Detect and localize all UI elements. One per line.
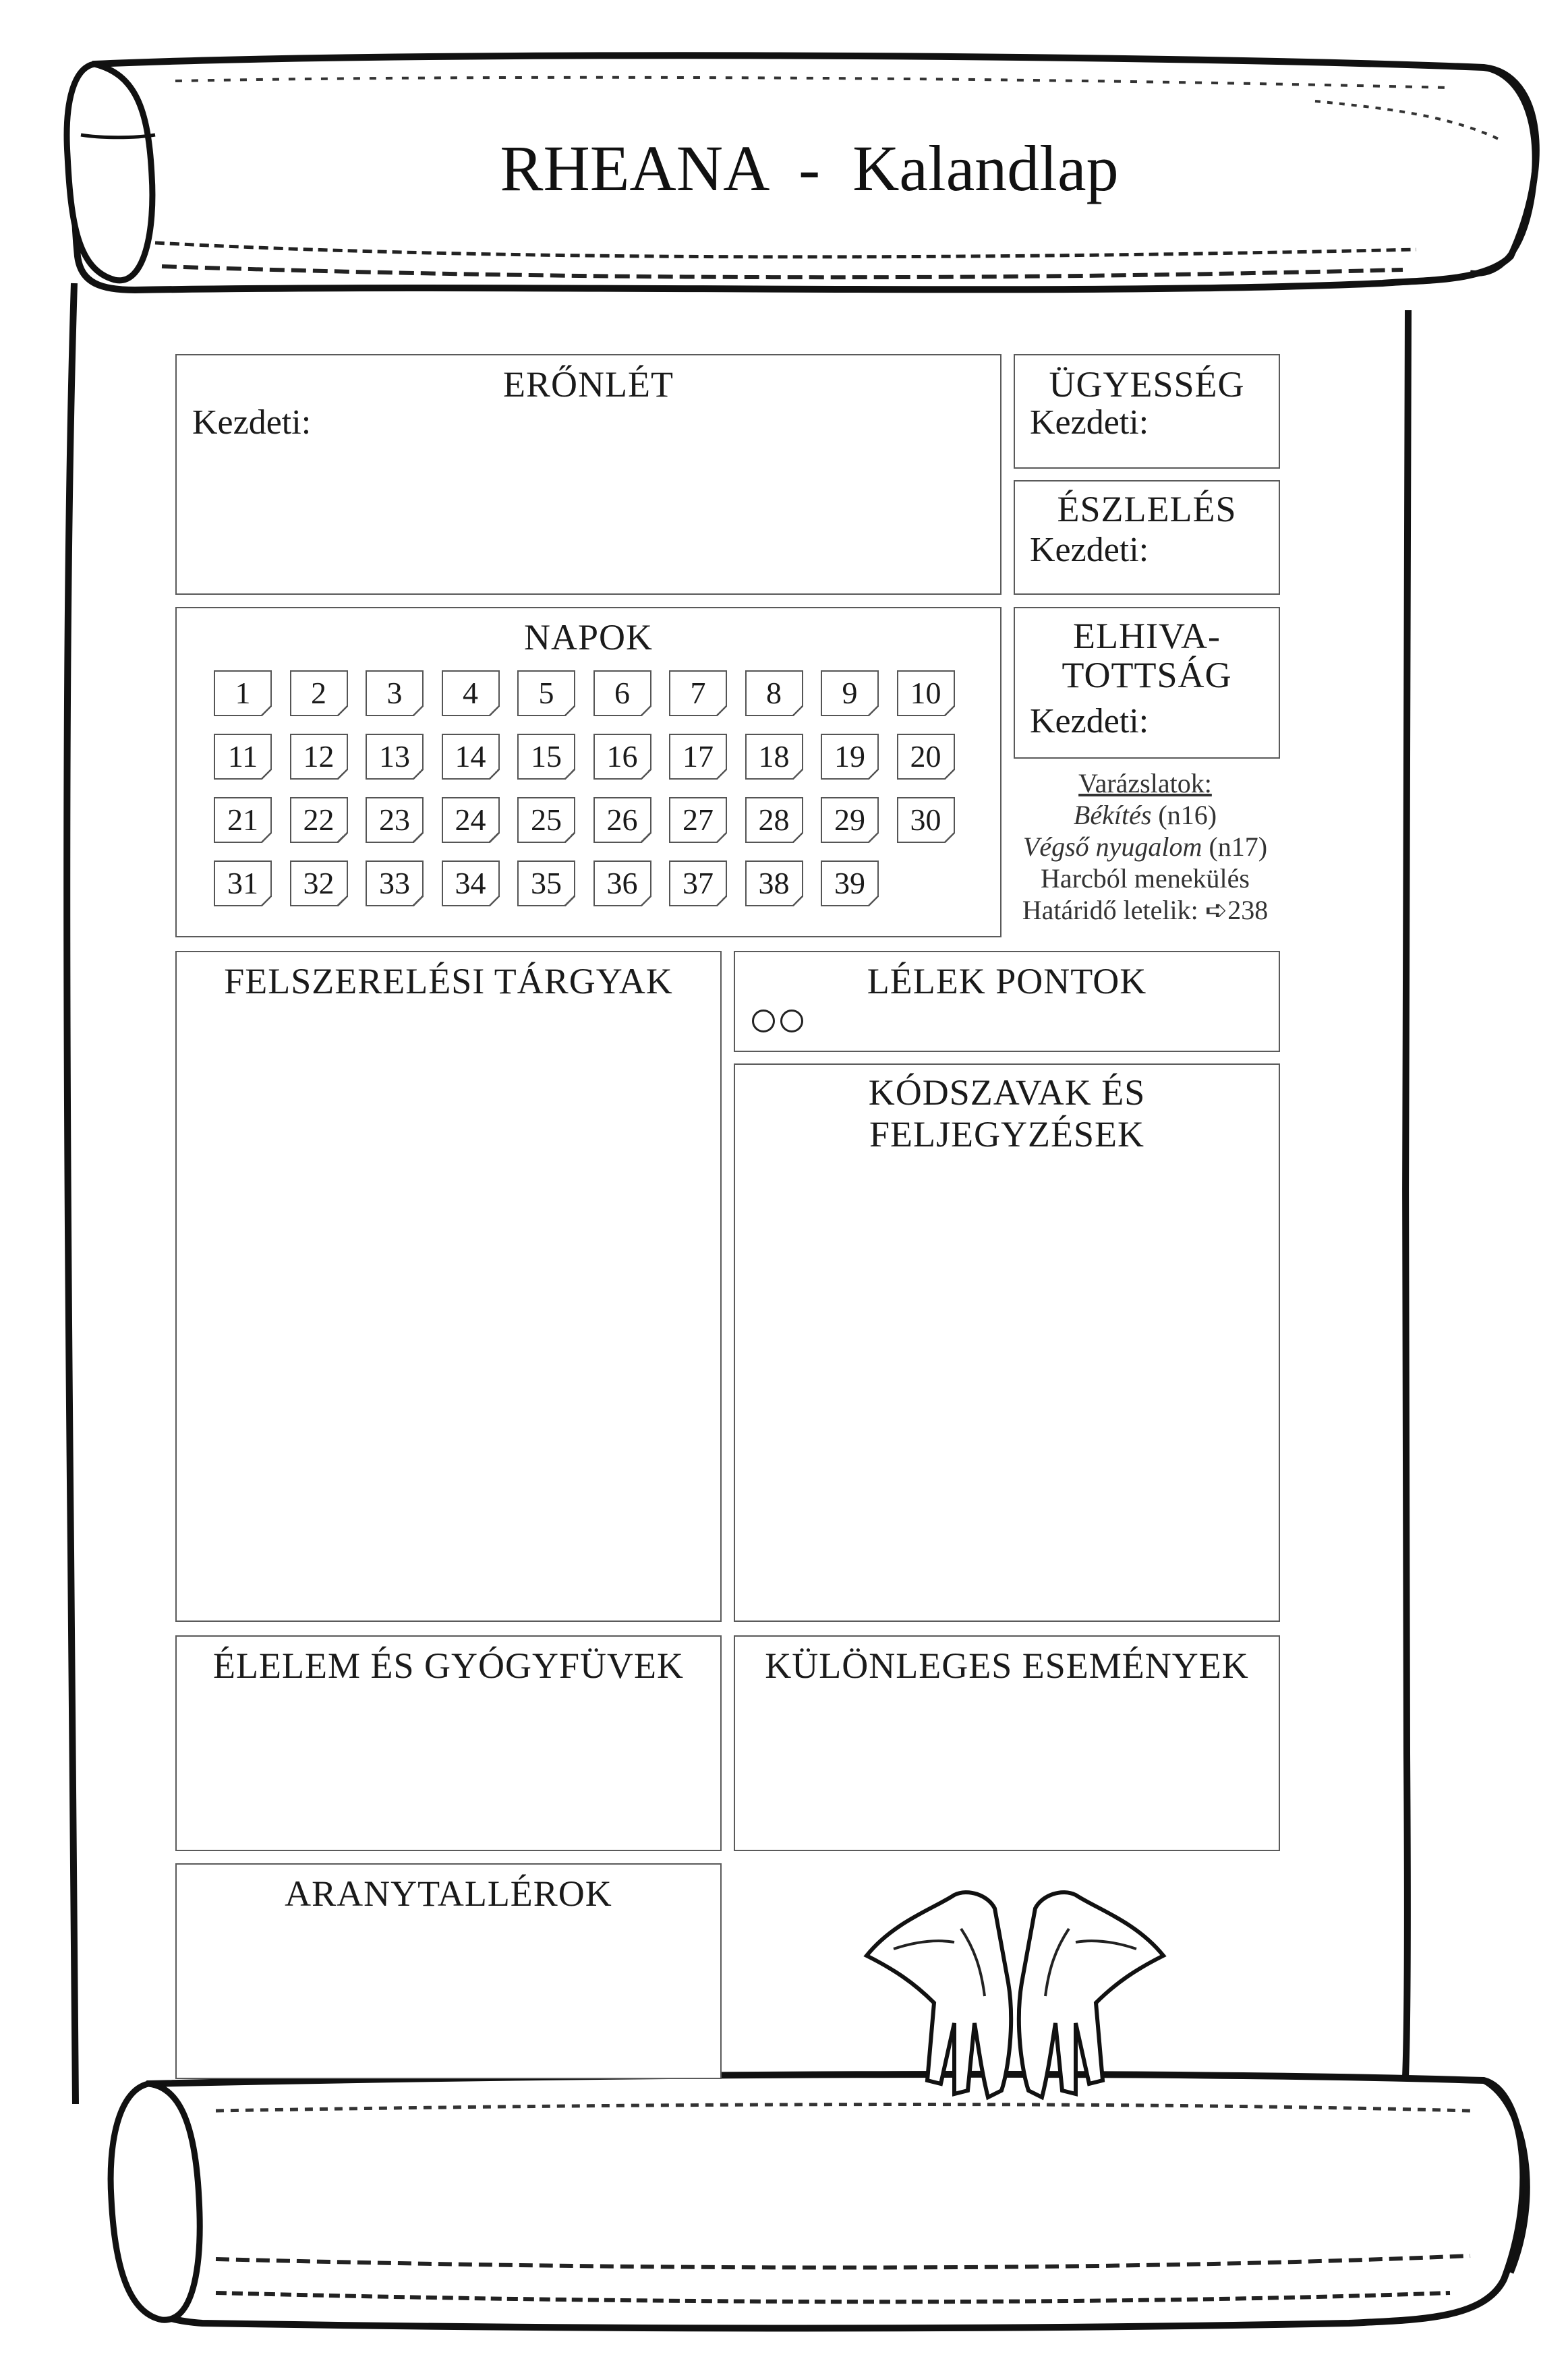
felszerelesi-label: FELSZERELÉSI TÁRGYAK <box>224 961 673 1001</box>
aranytallerok-label: ARANYTALLÉROK <box>285 1873 612 1914</box>
day-box[interactable]: 33 <box>366 860 424 906</box>
day-box[interactable]: 32 <box>290 860 348 906</box>
elhivatottsag-label-line1: ELHIVA- <box>1073 616 1221 656</box>
spell-vegso-nyugalom-name: Végső nyugalom <box>1022 831 1202 862</box>
kodszavak-label-line2: FELJEGYZÉSEK <box>869 1114 1144 1155</box>
day-box[interactable]: 18 <box>745 734 803 780</box>
lelek-pontok-box[interactable] <box>734 951 1280 1052</box>
page-title: RHEANA - Kalandlap <box>500 132 1119 204</box>
soul-point-circle-2[interactable] <box>780 1010 803 1032</box>
day-box[interactable]: 31 <box>214 860 272 906</box>
day-box[interactable]: 11 <box>214 734 272 780</box>
day-box[interactable]: 8 <box>745 670 803 716</box>
day-box[interactable]: 12 <box>290 734 348 780</box>
eszleles-label: ÉSZLELÉS <box>1057 489 1237 529</box>
bottom-scroll-roll <box>111 2074 1527 2329</box>
day-box[interactable]: 20 <box>897 734 955 780</box>
day-box[interactable]: 5 <box>517 670 575 716</box>
elelem-label: ÉLELEM ÉS GYÓGYFÜVEK <box>213 1645 684 1686</box>
day-box[interactable]: 23 <box>366 797 424 843</box>
soul-point-circle-1[interactable] <box>752 1010 775 1032</box>
day-box[interactable]: 2 <box>290 670 348 716</box>
open-hands-illustration <box>867 1892 1163 2097</box>
eszleles-initial-label: Kezdeti: <box>1030 531 1149 569</box>
day-box[interactable]: 30 <box>897 797 955 843</box>
day-box[interactable]: 34 <box>442 860 500 906</box>
day-box[interactable]: 37 <box>669 860 727 906</box>
deadline-note: Határidő letelik: ➪238 <box>1022 895 1269 925</box>
spell-bekites-name: Békítés <box>1073 800 1152 830</box>
lelek-pontok-label: LÉLEK PONTOK <box>867 961 1147 1001</box>
day-box[interactable]: 4 <box>442 670 500 716</box>
day-box[interactable]: 1 <box>214 670 272 716</box>
spell-bekites-ref: (n16) <box>1151 800 1217 830</box>
spell-vegso-nyugalom-ref: (n17) <box>1202 831 1268 862</box>
day-box[interactable]: 10 <box>897 670 955 716</box>
spell-vegso-nyugalom <box>1004 831 1287 863</box>
eronlet-initial-label: Kezdeti: <box>192 403 312 442</box>
day-box[interactable]: 3 <box>366 670 424 716</box>
eronlet-box[interactable] <box>175 354 1001 595</box>
spells-header: Varázslatok: <box>1078 768 1212 798</box>
elelem-box[interactable] <box>175 1635 722 1851</box>
day-box[interactable]: 16 <box>593 734 651 780</box>
day-box[interactable]: 27 <box>669 797 727 843</box>
day-box[interactable]: 15 <box>517 734 575 780</box>
day-box[interactable]: 24 <box>442 797 500 843</box>
day-box[interactable]: 14 <box>442 734 500 780</box>
kulonleges-label: KÜLÖNLEGES ESEMÉNYEK <box>765 1645 1249 1686</box>
eronlet-label: ERŐNLÉT <box>503 364 674 405</box>
felszerelesi-box[interactable] <box>175 951 722 1622</box>
day-box[interactable]: 35 <box>517 860 575 906</box>
napok-label: NAPOK <box>523 617 654 658</box>
day-box[interactable]: 25 <box>517 797 575 843</box>
day-box[interactable]: 39 <box>821 860 879 906</box>
day-box[interactable]: 28 <box>745 797 803 843</box>
day-box[interactable]: 19 <box>821 734 879 780</box>
day-box[interactable]: 7 <box>669 670 727 716</box>
spell-bekites <box>1004 799 1287 831</box>
day-box[interactable]: 22 <box>290 797 348 843</box>
spell-harcbol-menekules: Harcból menekülés <box>1041 863 1250 894</box>
ugyesseg-label: ÜGYESSÉG <box>1049 364 1245 405</box>
kodszavak-box[interactable] <box>734 1063 1280 1622</box>
ugyesseg-initial-label: Kezdeti: <box>1030 403 1149 442</box>
napok-box <box>175 607 1001 937</box>
elhivatottsag-label-line2: TOTTSÁG <box>1062 655 1232 695</box>
kodszavak-label-line1: KÓDSZAVAK ÉS <box>868 1072 1146 1113</box>
day-box[interactable]: 6 <box>593 670 651 716</box>
eszleles-box[interactable] <box>1014 480 1280 595</box>
day-box[interactable]: 9 <box>821 670 879 716</box>
day-box[interactable]: 13 <box>366 734 424 780</box>
day-box[interactable]: 36 <box>593 860 651 906</box>
aranytallerok-box[interactable] <box>175 1863 722 2079</box>
day-box[interactable]: 29 <box>821 797 879 843</box>
day-box[interactable]: 21 <box>214 797 272 843</box>
day-box[interactable]: 17 <box>669 734 727 780</box>
spells-block <box>1004 767 1287 926</box>
elhivatottsag-initial-label: Kezdeti: <box>1030 702 1149 740</box>
day-box[interactable]: 26 <box>593 797 651 843</box>
ugyesseg-box[interactable] <box>1014 354 1280 469</box>
elhivatottsag-box[interactable] <box>1014 607 1280 759</box>
day-box[interactable]: 38 <box>745 860 803 906</box>
kulonleges-box[interactable] <box>734 1635 1280 1851</box>
